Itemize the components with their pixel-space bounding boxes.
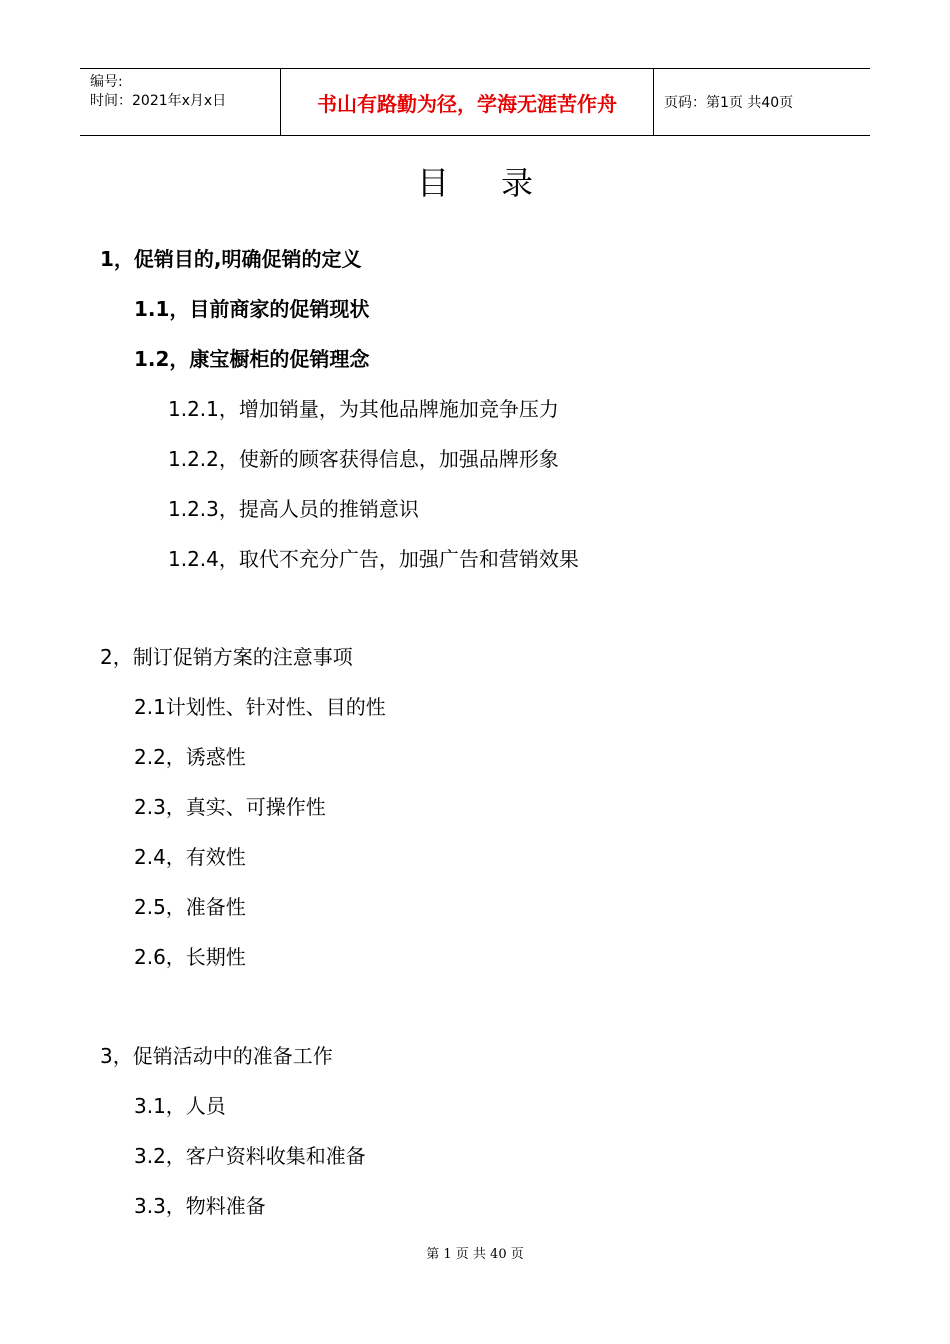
- toc-entry: 2.1计划性、针对性、目的性: [134, 695, 386, 719]
- toc-entry: 1.1，目前商家的促销现状: [134, 297, 370, 321]
- toc-entry: 2.6，长期性: [134, 945, 246, 969]
- toc-entry: 2.3，真实、可操作性: [134, 795, 326, 819]
- toc-entry: 1，促销目的,明确促销的定义: [100, 247, 362, 271]
- toc-entry: 1.2.4，取代不充分广告，加强广告和营销效果: [168, 547, 579, 571]
- toc-entry: 2.2，诱惑性: [134, 745, 246, 769]
- header-page-cell: [654, 69, 870, 135]
- toc-entry: 3，促销活动中的准备工作: [100, 1044, 333, 1068]
- toc-entry: 3.1，人员: [134, 1094, 226, 1118]
- toc-entry: 1.2.1，增加销量，为其他品牌施加竞争压力: [168, 397, 559, 421]
- toc-entry: 3.2，客户资料收集和准备: [134, 1144, 366, 1168]
- number-label: 编号:: [90, 74, 123, 90]
- toc-entry: 1.2，康宝橱柜的促销理念: [134, 347, 370, 371]
- page-footer: 第 1 页 共 40 页: [426, 1247, 524, 1262]
- header-motto-cell: [281, 69, 654, 135]
- toc-entry: 2.5，准备性: [134, 895, 246, 919]
- header-meta-cell: [80, 69, 281, 135]
- page-header: [80, 68, 870, 136]
- toc-entry: 1.2.3，提高人员的推销意识: [168, 497, 419, 521]
- motto-text: 书山有路勤为径，学海无涯苦作舟: [317, 92, 617, 116]
- document-title: 目录: [416, 164, 585, 202]
- time-label: 时间：2021年x月x日: [90, 93, 227, 109]
- toc-entry: 3.3，物料准备: [134, 1194, 266, 1218]
- toc-entry: 2.4，有效性: [134, 845, 246, 869]
- toc-entry: 2，制订促销方案的注意事项: [100, 645, 353, 669]
- page-info: 页码：第1页 共40页: [664, 95, 794, 111]
- toc-entry: 1.2.2，使新的顾客获得信息，加强品牌形象: [168, 447, 559, 471]
